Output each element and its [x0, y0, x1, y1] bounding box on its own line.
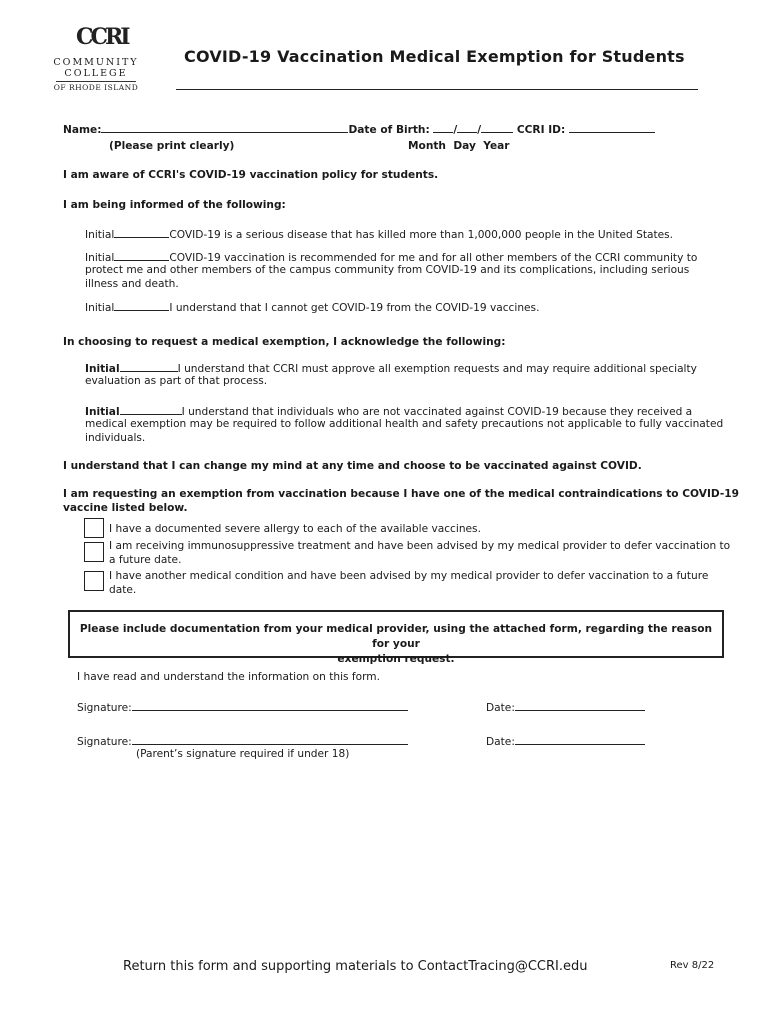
initial-field[interactable] [114, 249, 169, 261]
parent-signature-field[interactable] [132, 733, 408, 745]
informed-item-continued: illness and death. [85, 278, 179, 290]
logo-text-state: OF RHODE ISLAND [53, 83, 139, 92]
request-heading: I am requesting an exemption from vaccination because I have one of the medical contraindications to COVID-19 [63, 488, 740, 500]
informed-item [85, 226, 673, 242]
option-label-continued: date. [109, 584, 137, 596]
initial-field[interactable] [120, 360, 178, 372]
initial-label: Initial [85, 363, 120, 375]
student-signature-field[interactable] [132, 699, 408, 711]
option-label: I have a documented severe allergy to each of the available vaccines. [109, 523, 481, 535]
option-label: I have another medical condition and have been advised by my medical provider to defer vaccination to a future [109, 570, 709, 582]
student-date-row [486, 699, 645, 715]
parent-date-row [486, 733, 645, 749]
initial-label: Initial [85, 252, 115, 264]
initial-label: Initial [85, 406, 120, 418]
ack-item-text: I understand that CCRI must approve all exemption requests and may require additional specialty [177, 363, 697, 375]
initial-label: Initial [85, 229, 115, 241]
print-hint: (Please print clearly) [109, 140, 235, 152]
notice-line: Please include documentation from your medical provider, using the attached form, regarding the reason for your [79, 623, 713, 650]
request-heading-continued: vaccine listed below. [63, 502, 188, 514]
informed-item-text: I understand that I cannot get COVID-19 from the COVID-19 vaccines. [169, 302, 540, 314]
name-label: Name: [63, 124, 102, 136]
dob-month-field[interactable] [433, 121, 453, 133]
aware-statement: I am aware of CCRI's COVID-19 vaccination policy for students. [63, 169, 439, 181]
initial-label: Initial [85, 302, 115, 314]
student-date-field[interactable] [515, 699, 645, 711]
ack-item-text: I understand that individuals who are not vaccinated against COVID-19 because they received a [181, 406, 693, 418]
header-row [63, 121, 655, 137]
ccri-id-field[interactable] [569, 121, 655, 133]
date-label: Date: [486, 702, 515, 714]
ack-item-continued: individuals. [85, 432, 146, 444]
informed-item-continued: protect me and other members of the campus community from COVID-19 and its complications, including serious [85, 264, 690, 276]
student-signature-row [77, 699, 408, 715]
informed-item [85, 299, 539, 315]
revision-label: Rev 8/22 [670, 960, 715, 971]
informed-item-text: COVID-19 vaccination is recommended for me and for all other members of the CCRI community to [169, 252, 698, 264]
read-understand-statement: I have read and understand the information on this form. [77, 671, 380, 683]
option-label: I am receiving immunosuppressive treatment and have been advised by my medical provider to defer vaccination to [109, 540, 731, 552]
acknowledge-heading: In choosing to request a medical exemption, I acknowledge the following: [63, 336, 506, 348]
dob-hint: Month Day Year [408, 140, 510, 152]
parent-date-field[interactable] [515, 733, 645, 745]
allergy-checkbox[interactable] [84, 518, 104, 538]
informed-heading: I am being informed of the following: [63, 199, 286, 211]
dob-separator: / [453, 124, 458, 136]
logo-divider [56, 81, 136, 82]
logo-mark: CCRI [76, 24, 128, 50]
other-condition-checkbox[interactable] [84, 571, 104, 591]
notice-line: exemption request. [337, 653, 455, 665]
date-label: Date: [486, 736, 515, 748]
logo-text-community: COMMUNITY [53, 57, 139, 68]
informed-item-text: COVID-19 is a serious disease that has killed more than 1,000,000 people in the United States. [169, 229, 674, 241]
dob-label: Date of Birth: [348, 124, 430, 136]
signature-label: Signature: [77, 702, 132, 714]
initial-field[interactable] [114, 226, 169, 238]
parent-signature-note: (Parent’s signature required if under 18) [136, 748, 350, 760]
ccri-id-label: CCRI ID: [516, 124, 566, 136]
immunosuppressive-checkbox[interactable] [84, 542, 104, 562]
signature-label: Signature: [77, 736, 132, 748]
initial-field[interactable] [114, 299, 169, 311]
ack-item-continued: evaluation as part of that process. [85, 375, 268, 387]
initial-field[interactable] [120, 403, 182, 415]
name-field[interactable] [101, 121, 348, 133]
change-mind-statement: I understand that I can change my mind at any time and choose to be vaccinated against COVID. [63, 460, 642, 472]
dob-year-field[interactable] [481, 121, 513, 133]
dob-separator: / [477, 124, 482, 136]
logo-text-college: COLLEGE [64, 68, 128, 79]
option-label-continued: a future date. [109, 554, 182, 566]
college-logo [50, 24, 142, 94]
title-divider [176, 89, 698, 90]
footer-instructions: Return this form and supporting materials to ContactTracing@CCRI.edu [123, 959, 588, 974]
documentation-notice [68, 610, 724, 665]
ack-item-continued: medical exemption may be required to follow additional health and safety precautions not applicable to fully vaccinated [85, 418, 724, 430]
page-title: COVID-19 Vaccination Medical Exemption for Students [184, 47, 685, 66]
dob-day-field[interactable] [457, 121, 477, 133]
